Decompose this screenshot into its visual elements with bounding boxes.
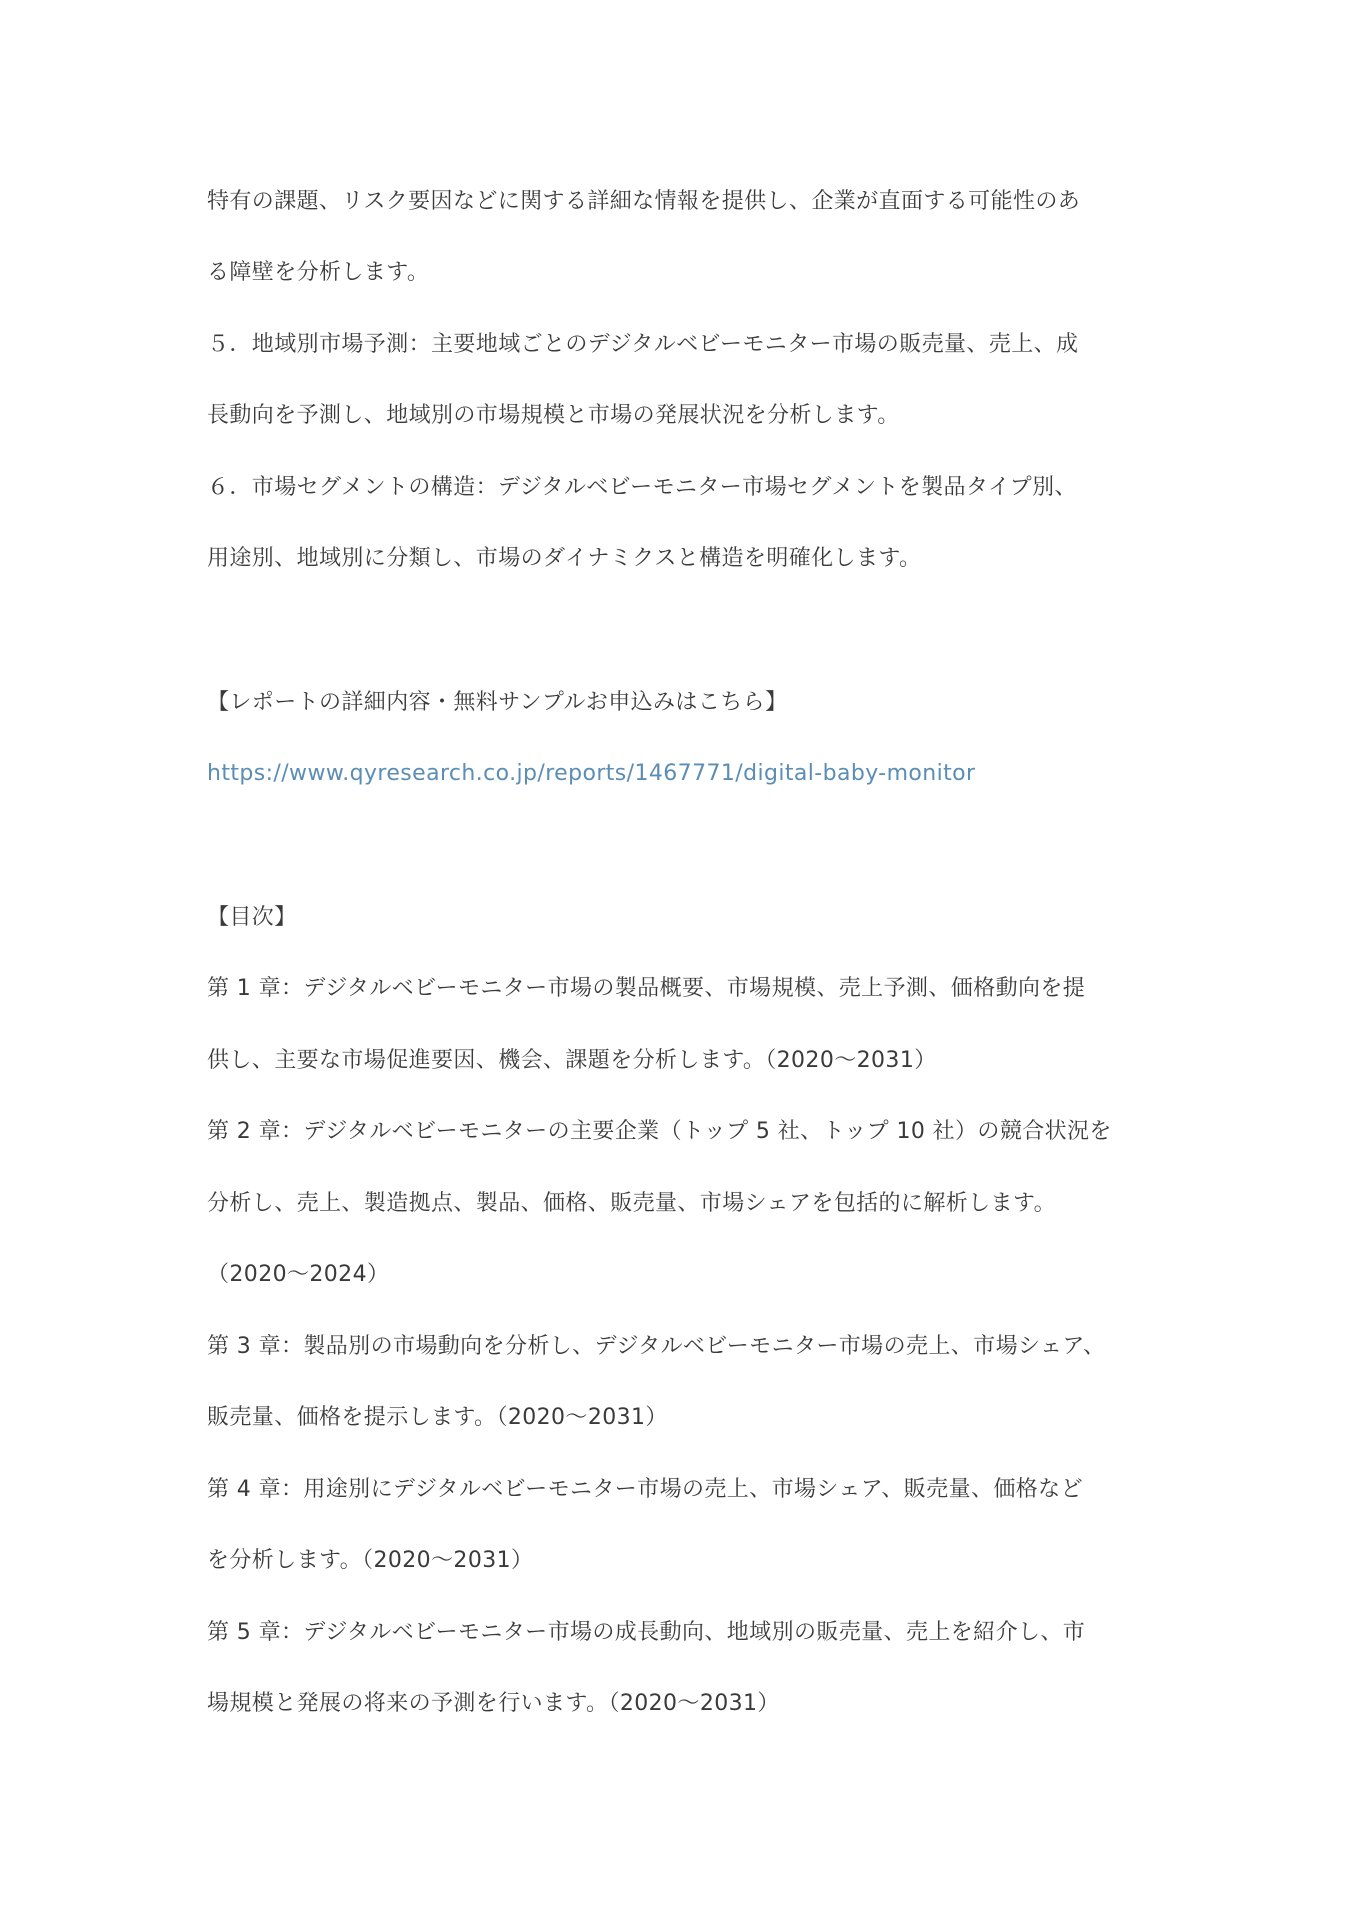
body-line-6: 用途別、地域別に分類し、市場のダイナミクスと構造を明確化します。: [207, 546, 922, 571]
body-line-4: 長動向を予測し、地域別の市場規模と市場の発展状況を分析します。: [207, 403, 900, 428]
report-link[interactable]: https://www.qyresearch.co.jp/reports/1467771/digital-baby-monitor: [207, 761, 976, 786]
toc-line-2: 供し、主要な市場促進要因、機会、課題を分析します。（2020～2031）: [207, 1048, 937, 1073]
toc-line-7: 販売量、価格を提示します。（2020～2031）: [207, 1405, 668, 1430]
toc-line-5: （2020～2024）: [207, 1262, 390, 1287]
body-line-1: 特有の課題、リスク要因などに関する詳細な情報を提供し、企業が直面する可能性のあ: [207, 189, 1081, 214]
body-line-2: る障壁を分析します。: [207, 260, 430, 285]
toc-line-11: 場規模と発展の将来の予測を行います。（2020～2031）: [207, 1691, 780, 1716]
toc-heading: 【目次】: [207, 905, 297, 930]
body-line-3: ５．地域別市場予測：主要地域ごとのデジタルベビーモニター市場の販売量、売上、成: [207, 332, 1079, 357]
toc-line-1: 第 1 章：デジタルベビーモニター市場の製品概要、市場規模、売上予測、価格動向を提: [207, 976, 1086, 1001]
toc-line-4: 分析し、売上、製造拠点、製品、価格、販売量、市場シェアを包括的に解析します。: [207, 1191, 1057, 1216]
body-line-5: ６．市場セグメントの構造：デジタルベビーモニター市場セグメントを製品タイプ別、: [207, 475, 1077, 500]
report-heading: 【レポートの詳細内容・無料サンプルお申込みはこちら】: [207, 690, 788, 715]
toc-line-9: を分析します。（2020～2031）: [207, 1548, 534, 1573]
toc-line-10: 第 5 章：デジタルベビーモニター市場の成長動向、地域別の販売量、売上を紹介し、市: [207, 1620, 1086, 1645]
toc-line-6: 第 3 章：製品別の市場動向を分析し、デジタルベビーモニター市場の売上、市場シェア、: [207, 1334, 1106, 1359]
toc-line-3: 第 2 章：デジタルベビーモニターの主要企業（トップ 5 社、トップ 10 社）の競合状況を: [207, 1119, 1112, 1144]
toc-line-8: 第 4 章：用途別にデジタルベビーモニター市場の売上、市場シェア、販売量、価格など: [207, 1477, 1083, 1502]
